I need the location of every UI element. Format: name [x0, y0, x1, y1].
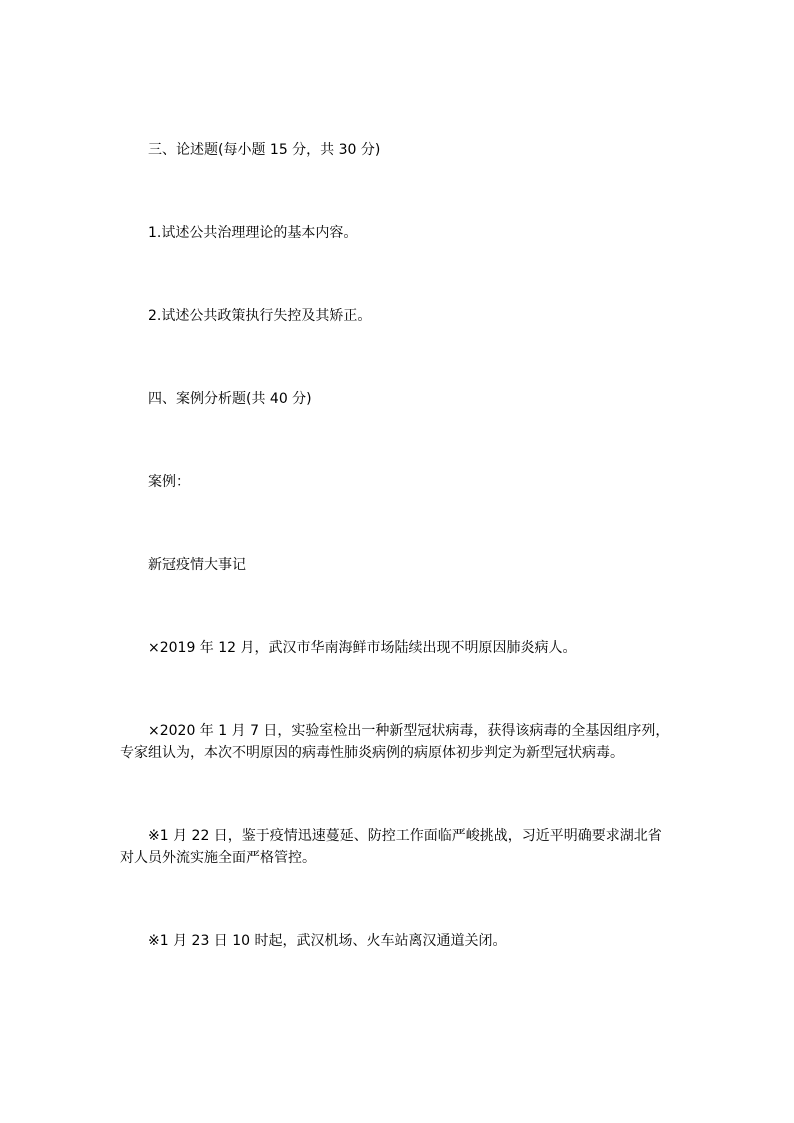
case-title: 新冠疫情大事记	[148, 557, 246, 573]
question-2: 2.试述公共政策执行失控及其矫正。	[148, 308, 372, 324]
event-01-23: ※1 月 23 日 10 时起，武汉机场、火车站离汉通道关闭。	[148, 933, 507, 949]
case-label: 案例：	[148, 474, 190, 490]
event-2020-01-07: ×2020 年 1 月 7 日，实验室检出一种新型冠状病毒，获得该病毒的全基因组序列，专家组认为，本次不明原因的病毒性肺炎病例的病原体初步判定为新型冠状病毒。	[120, 723, 670, 761]
section-3-heading: 三、论述题(每小题 15 分，共 30 分)	[148, 142, 381, 158]
section-4-heading: 四、案例分析题(共 40 分)	[148, 391, 312, 407]
event-01-22: ※1 月 22 日，鉴于疫情迅速蔓延、防控工作面临严峻挑战，习近平明确要求湖北省对人员外流实施全面严格管控。	[120, 828, 662, 866]
question-1: 1.试述公共治理理论的基本内容。	[148, 225, 358, 241]
event-2019-12: ×2019 年 12 月，武汉市华南海鲜市场陆续出现不明原因肺炎病人。	[148, 640, 577, 656]
